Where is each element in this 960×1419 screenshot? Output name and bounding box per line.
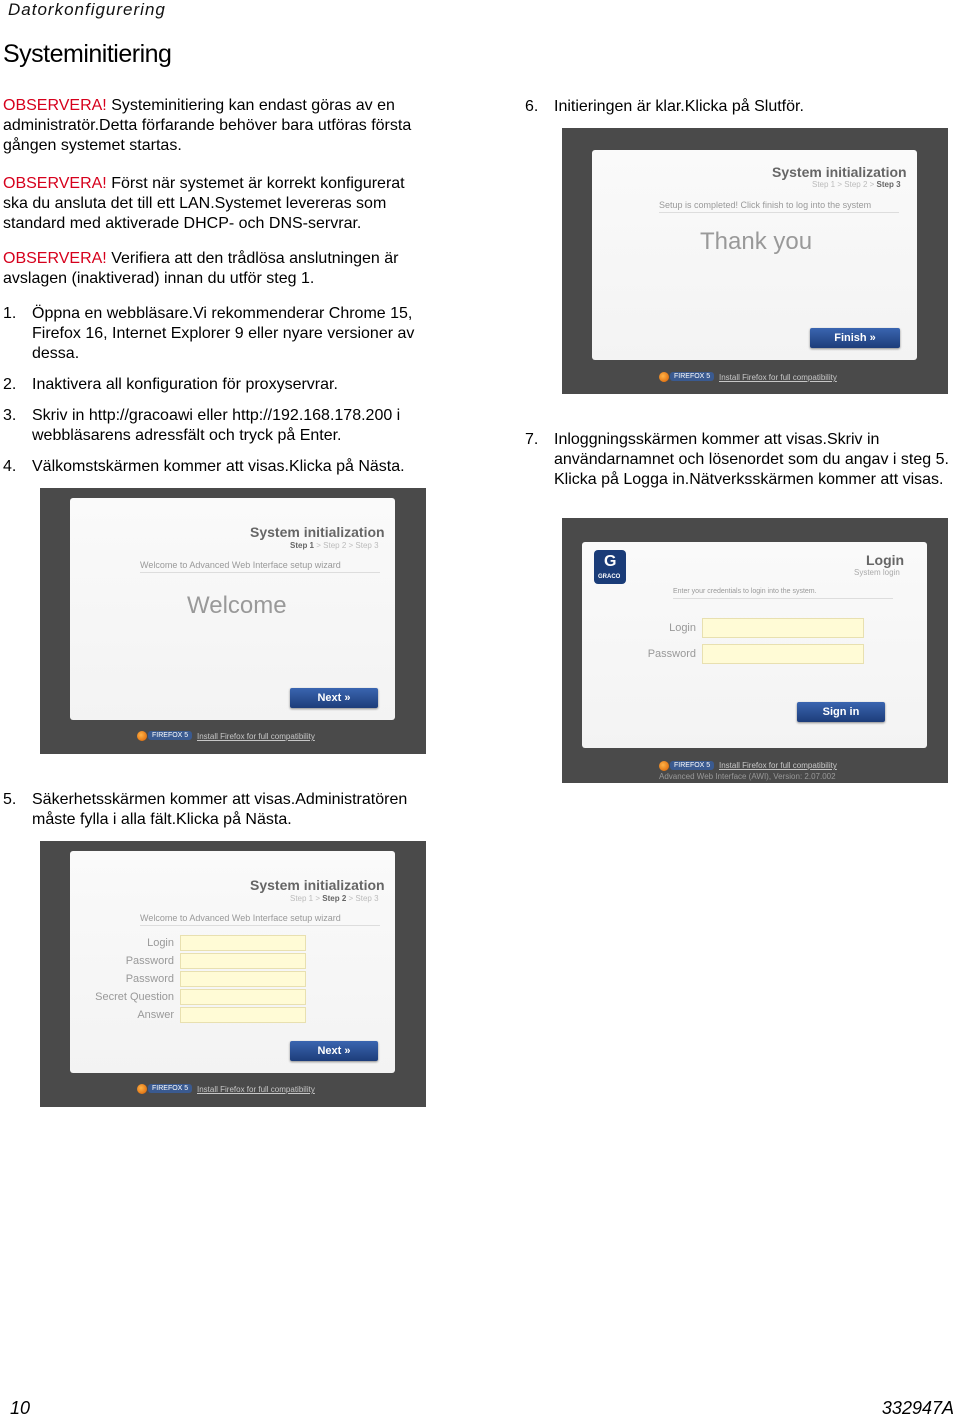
answer-field[interactable] xyxy=(180,1007,306,1023)
screenshot-security xyxy=(40,841,426,1107)
next-button[interactable]: Next » xyxy=(290,688,378,708)
step-sep: > xyxy=(835,180,845,189)
step-indicator-3: Step 3 xyxy=(355,894,379,903)
note-label: OBSERVERA! xyxy=(3,250,107,267)
step-text xyxy=(32,457,432,477)
step-indicator-1: Step 1 xyxy=(290,541,315,550)
step-text xyxy=(32,406,432,446)
divider xyxy=(140,925,380,926)
step-text xyxy=(32,790,432,830)
panel-subtitle: Setup is completed! Click finish to log into the system xyxy=(659,200,872,210)
page-number: 10 xyxy=(10,1398,31,1418)
step-4 xyxy=(3,457,433,477)
welcome-heading: Welcome xyxy=(187,592,287,619)
answer-label: Answer xyxy=(137,1009,174,1021)
panel-subtitle: Welcome to Advanced Web Interface setup wizard xyxy=(140,913,341,923)
step-number: 4. xyxy=(3,458,17,475)
login-field[interactable] xyxy=(702,618,864,638)
setup-panel xyxy=(592,150,917,360)
step-indicator-2: Step 2 xyxy=(322,894,347,903)
thank-you-heading: Thank you xyxy=(700,228,813,255)
firefox-icon xyxy=(137,1084,147,1094)
version-text: Advanced Web Interface (AWI), Version: 2.07.002 xyxy=(659,772,836,781)
password-field[interactable] xyxy=(702,644,864,664)
login-label: Login xyxy=(147,937,174,949)
firefox-badge: FIREFOX 5 xyxy=(148,731,192,740)
divider xyxy=(140,572,380,573)
firefox-icon xyxy=(659,761,669,771)
note-1 xyxy=(3,96,423,156)
step-text-pre: Inloggningsskärmen kommer att visas.Skriv in användarnamnet och lösenordet som du angav i steg 5. Klicka på xyxy=(554,431,949,488)
login-prompt: Enter your credentials to login into the system. xyxy=(673,588,817,595)
note-3 xyxy=(3,249,443,289)
finish-button[interactable]: Finish » xyxy=(810,328,900,348)
step-indicator-3: Step 3 xyxy=(355,541,379,550)
step-text-post: .Nätverksskärmen kommer att visas. xyxy=(684,471,944,488)
panel-subtitle: Welcome to Advanced Web Interface setup wizard xyxy=(140,560,341,570)
step-7 xyxy=(525,430,955,510)
note-text: Verifiera att den trådlösa anslutningen är avslagen (inaktiverad) innan du utför steg 1. xyxy=(3,250,399,287)
step-number: 6. xyxy=(525,98,539,115)
step-sep: > xyxy=(313,894,323,903)
step-indicator xyxy=(812,180,901,189)
step-bold: Logga in xyxy=(623,471,685,488)
step-3 xyxy=(3,406,433,446)
note-label: OBSERVERA! xyxy=(3,97,107,114)
screenshot-welcome xyxy=(40,488,426,754)
note-text: Först när systemet är korrekt konfigurerat ska du ansluta det till ett LAN.Systemet levereras som standard med aktiverade DHCP- och DNS-servrar. xyxy=(3,175,405,232)
screenshot-login xyxy=(562,518,948,783)
step-indicator-1: Step 1 xyxy=(812,180,836,189)
step-sep: > xyxy=(346,541,356,550)
setup-panel xyxy=(70,851,395,1073)
step-sep: > xyxy=(314,541,324,550)
step-number: 3. xyxy=(3,407,17,424)
note-text: Systeminitiering kan endast göras av en administratör.Detta förfarande behöver bara utföras första gången systemet startas. xyxy=(3,97,412,154)
secret-question-field[interactable] xyxy=(180,989,306,1005)
sign-in-button[interactable]: Sign in xyxy=(797,702,885,722)
step-text xyxy=(554,97,954,117)
document-number: 332947A xyxy=(881,1398,954,1418)
step-1 xyxy=(3,304,433,364)
step-text-post: i webbläsarens adressfält och tryck på Enter. xyxy=(32,407,401,444)
login-subtitle: System login xyxy=(854,568,900,577)
step-text-pre: Skriv in xyxy=(32,407,89,424)
step-6 xyxy=(525,97,955,117)
step-text-pre: Säkerhetsskärmen kommer att visas.Administratören måste fylla i alla fält.Klicka på xyxy=(32,791,408,828)
firefox-icon xyxy=(659,372,669,382)
screenshot-finish xyxy=(562,128,948,394)
step-indicator-1: Step 1 xyxy=(290,894,314,903)
firefox-link[interactable]: Install Firefox for full compatibility xyxy=(197,732,315,741)
next-button[interactable]: Next » xyxy=(290,1041,378,1061)
step-number: 5. xyxy=(3,791,17,808)
panel-title: System initialization xyxy=(250,524,385,540)
logo-text: GRACO xyxy=(598,574,621,580)
password-confirm-label: Password xyxy=(125,973,174,985)
step-indicator xyxy=(290,541,379,550)
step-number: 7. xyxy=(525,431,539,448)
step-5 xyxy=(3,790,433,830)
panel-title: System initialization xyxy=(772,164,907,180)
firefox-link[interactable]: Install Firefox for full compatibility xyxy=(719,761,837,770)
secret-question-label: Secret Question xyxy=(95,991,174,1003)
login-title: Login xyxy=(866,552,905,568)
step-sep: > xyxy=(867,180,877,189)
firefox-link[interactable]: Install Firefox for full compatibility xyxy=(719,373,837,382)
running-header: Datorkonfigurering xyxy=(8,0,166,19)
divider xyxy=(673,598,893,599)
step-bold: Nästa xyxy=(245,811,288,828)
step-number: 2. xyxy=(3,376,17,393)
step-sep: > xyxy=(346,894,356,903)
firefox-badge: FIREFOX 5 xyxy=(670,372,714,381)
url-2: http://192.168.178.200 xyxy=(232,407,393,424)
url-1: http://gracoawi xyxy=(88,407,193,424)
setup-panel xyxy=(70,498,395,720)
step-indicator-2: Step 2 xyxy=(323,541,347,550)
step-text-pre: Initieringen är klar.Klicka på xyxy=(554,98,755,115)
step-text-post: . xyxy=(799,98,804,115)
logo-mark: G xyxy=(604,553,617,570)
password-label: Password xyxy=(125,955,174,967)
firefox-badge: FIREFOX 5 xyxy=(148,1084,192,1093)
page-title: Systeminitiering xyxy=(3,40,172,68)
step-bold: Slutför xyxy=(754,98,800,115)
password-field[interactable] xyxy=(180,953,306,969)
step-text xyxy=(554,430,954,490)
login-panel xyxy=(582,542,927,748)
step-text-pre: Välkomstskärmen kommer att visas.Klicka på xyxy=(32,458,359,475)
password-confirm-field[interactable] xyxy=(180,971,306,987)
login-field[interactable] xyxy=(180,935,306,951)
step-text: Inaktivera all konfiguration för proxyservrar. xyxy=(32,376,338,393)
firefox-badge: FIREFOX 5 xyxy=(670,761,714,770)
step-text-post: . xyxy=(287,811,292,828)
step-text: Öppna en webbläsare.Vi rekommenderar Chrome 15, Firefox 16, Internet Explorer 9 eller nyare versioner av dessa. xyxy=(32,305,415,362)
divider xyxy=(659,212,899,213)
step-indicator-2: Step 2 xyxy=(844,180,868,189)
step-text-mid: eller xyxy=(192,407,233,424)
graco-logo xyxy=(594,550,626,584)
step-bold: Nästa xyxy=(358,458,401,475)
step-text-post: . xyxy=(400,458,405,475)
password-label: Password xyxy=(647,648,696,660)
note-2 xyxy=(3,174,433,234)
panel-title: System initialization xyxy=(250,877,385,893)
step-indicator xyxy=(290,894,379,903)
firefox-icon xyxy=(137,731,147,741)
firefox-link[interactable]: Install Firefox for full compatibility xyxy=(197,1085,315,1094)
step-number: 1. xyxy=(3,305,17,322)
note-label: OBSERVERA! xyxy=(3,175,107,192)
step-2 xyxy=(3,375,433,395)
login-label: Login xyxy=(669,622,696,634)
step-indicator-3: Step 3 xyxy=(876,180,901,189)
